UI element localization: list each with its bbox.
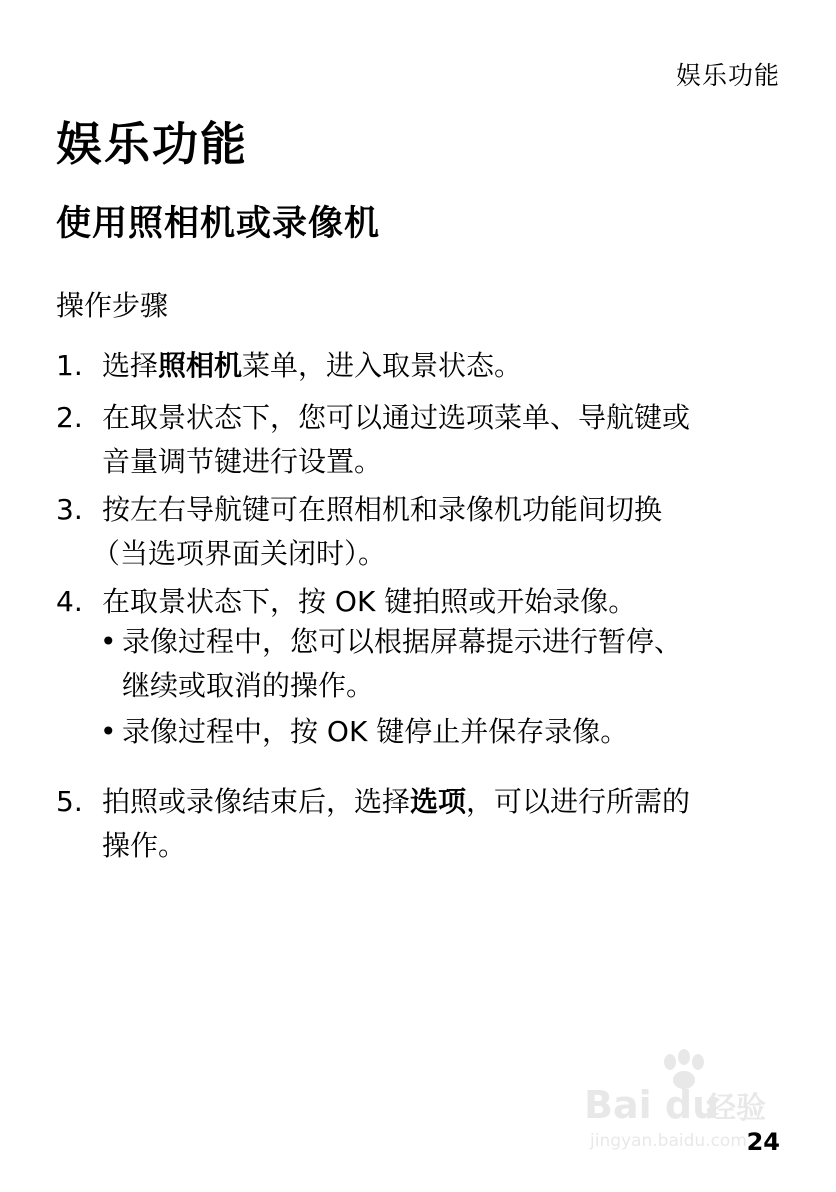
step-text-pre: 拍照或录像结束后，选择 [102, 785, 411, 818]
step-number: 1. [56, 349, 83, 382]
step-text [102, 780, 690, 868]
step-line [102, 344, 522, 388]
step-line: 在取景状态下，您可以通过选项菜单、导航键或 [102, 401, 691, 434]
bullet-line: 录像过程中，按 OK 键停止并保存录像。 [122, 715, 629, 748]
step-text-post: 菜单，进入取景状态。 [242, 349, 523, 382]
svg-text:jingyan.baidu.com: jingyan.baidu.com [590, 1131, 747, 1151]
step-line: 音量调节键进行设置。 [102, 445, 383, 478]
step-text-post: ，可以进行所需的 [466, 785, 691, 818]
step-line: 操作。 [102, 829, 187, 862]
step-number: 5. [56, 785, 83, 818]
running-header: 娱乐功能 [675, 61, 780, 90]
step-text [102, 396, 690, 484]
bullet-text [122, 710, 628, 754]
bullet-text [122, 620, 682, 708]
bullet-dot: • [100, 715, 117, 748]
step-line: 在取景状态下，按 OK 键拍照或开始录像。 [102, 585, 637, 618]
step-line [102, 780, 690, 824]
page-number: 24 [746, 1128, 780, 1156]
step-number: 3. [56, 493, 83, 526]
svg-text:Bai du: Bai du [584, 1083, 720, 1127]
chapter-title: 娱乐功能 [56, 117, 248, 171]
step-text [92, 488, 663, 576]
step-text [102, 580, 636, 624]
svg-text:经验: 经验 [706, 1091, 766, 1126]
bullet-line: 继续或取消的操作。 [122, 669, 375, 702]
step-line: （当选项界面关闭时）。 [92, 537, 387, 570]
procedure-heading: 操作步骤 [56, 289, 169, 322]
bullet-dot: • [100, 625, 117, 658]
step-text-pre: 选择 [102, 349, 159, 382]
menu-name-camera: 照相机 [158, 349, 243, 382]
step-number: 2. [56, 401, 83, 434]
bullet-line: 录像过程中，您可以根据屏幕提示进行暂停、 [122, 625, 683, 658]
step-text [102, 344, 522, 388]
section-title: 使用照相机或录像机 [56, 204, 381, 244]
step-number: 4. [56, 585, 83, 618]
menu-name-options: 选项 [410, 785, 467, 818]
step-line: 按左右导航键可在照相机和录像机功能间切换 [102, 493, 663, 526]
